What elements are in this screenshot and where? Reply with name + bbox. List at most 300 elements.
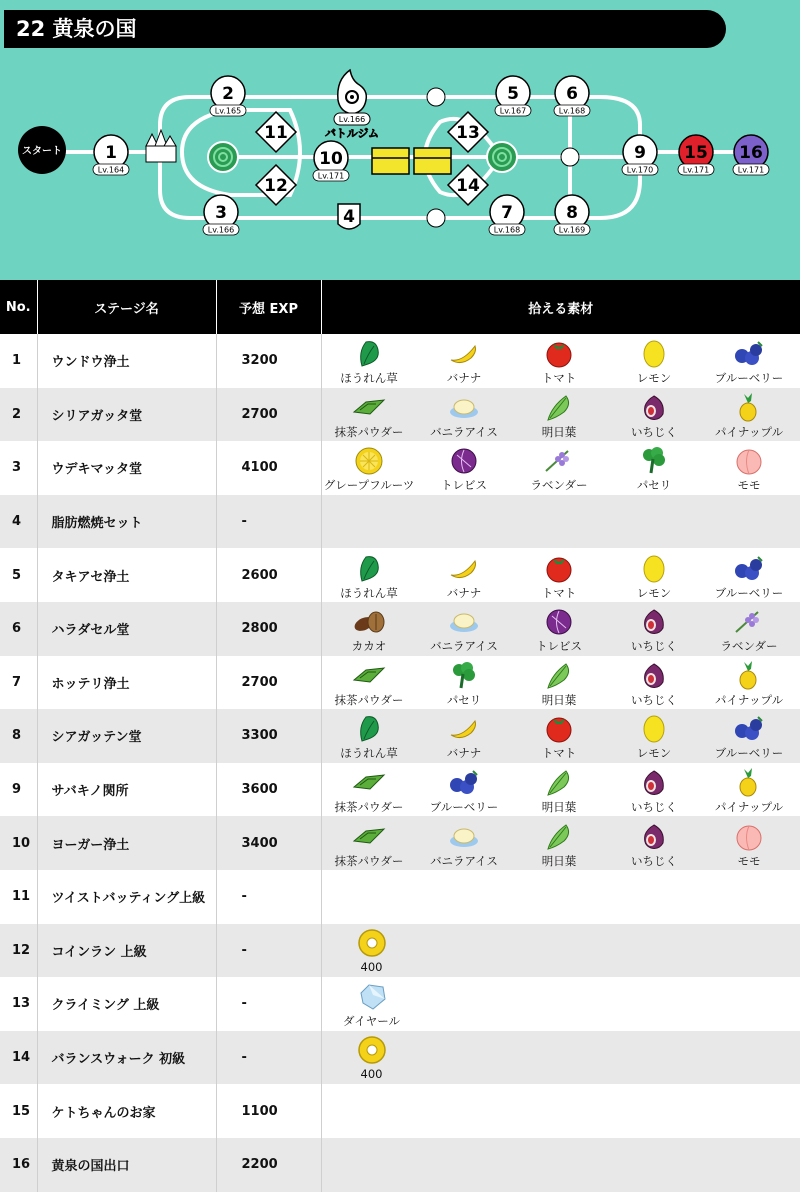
material-item <box>322 817 417 870</box>
stage-number: 6 <box>0 602 37 656</box>
material-label: レモン <box>636 585 672 600</box>
blueberry-icon <box>447 766 481 798</box>
matcha-icon <box>352 391 386 423</box>
table-row[interactable] <box>0 816 800 870</box>
tomato-icon <box>542 337 576 369</box>
material-item <box>512 388 607 441</box>
map-node-15[interactable] <box>678 135 714 175</box>
material-item <box>702 441 797 494</box>
map-node-9[interactable] <box>622 135 658 175</box>
map-node-number: 16 <box>739 143 763 163</box>
materials-list <box>322 549 800 602</box>
stage-name: ウンドウ浄土 <box>37 334 216 388</box>
map-node-number: 6 <box>566 84 578 104</box>
material-item <box>702 602 797 655</box>
material-item <box>607 763 702 816</box>
stage-name: ツイストバッティング上級 <box>37 870 216 924</box>
map-node-7[interactable] <box>489 195 525 235</box>
diamond-icon <box>355 980 389 1012</box>
battle-gym-label: バトルジム <box>324 127 380 140</box>
material-label: パセリ <box>636 478 672 493</box>
stage-name: ハラダセル堂 <box>37 602 216 656</box>
material-item <box>417 549 512 602</box>
stage-number: 7 <box>0 656 37 710</box>
fig-icon <box>637 659 671 691</box>
map-node-number: 15 <box>684 143 708 163</box>
table-row[interactable] <box>0 1031 800 1085</box>
stage-number: 16 <box>0 1138 37 1192</box>
material-label: 抹茶パウダー <box>334 800 404 815</box>
material-label: ブルーベリー <box>714 371 784 386</box>
map-node-11[interactable] <box>256 112 296 152</box>
material-item <box>417 334 512 387</box>
material-label: 抹茶パウダー <box>334 692 404 707</box>
banana-icon <box>447 337 481 369</box>
material-item <box>322 977 422 1030</box>
material-item <box>322 549 417 602</box>
table-header-row <box>0 280 800 334</box>
ashitaba-icon <box>542 820 576 852</box>
materials-list <box>322 977 800 1030</box>
peach-icon <box>732 820 766 852</box>
material-item <box>322 924 422 977</box>
fig-icon <box>637 820 671 852</box>
material-item <box>417 709 512 762</box>
matcha-icon <box>352 820 386 852</box>
material-item <box>417 602 512 655</box>
treviso-icon <box>447 444 481 476</box>
pineapple-icon <box>732 391 766 423</box>
material-item <box>322 656 417 709</box>
stage-name: ヨーガー浄土 <box>37 816 216 870</box>
material-item <box>702 334 797 387</box>
map-node-14[interactable] <box>448 165 488 205</box>
table-row[interactable] <box>0 977 800 1031</box>
table-row[interactable] <box>0 388 800 442</box>
map-node-number: 9 <box>634 143 646 163</box>
stage-exp: 2800 <box>216 602 321 656</box>
materials-cell <box>321 334 800 388</box>
lemon-icon <box>637 712 671 744</box>
material-label: グレープフルーツ <box>323 478 415 493</box>
peach-icon <box>732 444 766 476</box>
table-row[interactable] <box>0 1084 800 1138</box>
map-node-level: Lv.170 <box>626 165 654 175</box>
material-item <box>607 441 702 494</box>
materials-cell <box>321 656 800 710</box>
map-node-8[interactable] <box>554 195 590 235</box>
material-item <box>607 334 702 387</box>
material-item <box>607 709 702 762</box>
battle-gym-node[interactable] <box>325 70 379 140</box>
material-label: パイナップル <box>714 692 784 707</box>
material-label: ブルーベリー <box>714 585 784 600</box>
map-node-number: 2 <box>222 84 234 104</box>
materials-cell <box>321 924 800 978</box>
coin-icon <box>355 1034 389 1066</box>
header-materials: 拾える素材 <box>321 280 800 334</box>
map-node-level: Lv.171 <box>682 165 710 175</box>
map-node-level: Lv.167 <box>499 106 527 116</box>
materials-list <box>322 817 800 870</box>
material-item <box>322 441 417 494</box>
material-item <box>607 549 702 602</box>
materials-cell <box>321 602 800 656</box>
map-node-level: Lv.164 <box>97 165 125 175</box>
map-node-number: 14 <box>456 176 480 196</box>
table-row[interactable] <box>0 656 800 710</box>
map-node-level: Lv.165 <box>214 106 242 116</box>
stage-exp: 3600 <box>216 763 321 817</box>
waypoint-dot <box>561 148 579 166</box>
table-row[interactable] <box>0 548 800 602</box>
stage-exp: 3200 <box>216 334 321 388</box>
spinach-icon <box>352 712 386 744</box>
materials-list <box>322 441 800 494</box>
material-label: バナナ <box>446 585 482 600</box>
materials-list <box>322 870 800 923</box>
parsley-icon <box>447 659 481 691</box>
materials-cell <box>321 763 800 817</box>
material-item <box>512 441 607 494</box>
material-item <box>322 763 417 816</box>
material-label: モモ <box>737 853 761 868</box>
material-item <box>322 602 417 655</box>
material-item <box>702 709 797 762</box>
stage-name: シリアガッタ堂 <box>37 388 216 442</box>
map-node-12[interactable] <box>256 165 296 205</box>
materials-list <box>322 656 800 709</box>
table-row[interactable] <box>0 1138 800 1192</box>
materials-cell <box>321 1031 800 1085</box>
table-row[interactable] <box>0 924 800 978</box>
material-item <box>417 656 512 709</box>
stage-name: バランスウォーク 初級 <box>37 1031 216 1085</box>
material-label: ブルーベリー <box>714 746 784 761</box>
stage-number: 14 <box>0 1031 37 1085</box>
material-item <box>607 656 702 709</box>
material-item <box>322 1031 422 1084</box>
materials-list <box>322 388 800 441</box>
material-item <box>702 817 797 870</box>
fig-icon <box>637 605 671 637</box>
stage-exp: - <box>216 924 321 978</box>
materials-list <box>322 495 800 548</box>
stage-number: 4 <box>0 495 37 549</box>
stage-exp: - <box>216 977 321 1031</box>
map-node-level: Lv.169 <box>558 225 586 235</box>
material-item <box>322 709 417 762</box>
materials-cell <box>321 1084 800 1138</box>
lemon-icon <box>637 552 671 584</box>
map-node-4[interactable] <box>338 204 360 229</box>
material-item <box>417 441 512 494</box>
stage-exp: - <box>216 495 321 549</box>
map-node-3[interactable] <box>203 195 239 235</box>
header-exp: 予想 EXP <box>216 280 321 334</box>
stage-number: 1 <box>0 334 37 388</box>
stage-exp: 1100 <box>216 1084 321 1138</box>
stage-exp: 2700 <box>216 388 321 442</box>
castle-icon <box>146 130 176 162</box>
material-label: ダイヤール <box>342 1014 401 1029</box>
map-node-number: 8 <box>566 203 578 223</box>
stage-table <box>0 280 800 1192</box>
material-label: バナナ <box>446 746 482 761</box>
material-label: トマト <box>541 371 577 386</box>
material-item <box>607 388 702 441</box>
stage-name: タキアセ浄土 <box>37 548 216 602</box>
table-row[interactable] <box>0 763 800 817</box>
stage-name: 脂肪燃焼セット <box>37 495 216 549</box>
stage-name: コインラン 上級 <box>37 924 216 978</box>
stage-number: 13 <box>0 977 37 1031</box>
material-item <box>417 388 512 441</box>
material-item <box>607 602 702 655</box>
material-label: トマト <box>541 585 577 600</box>
ashitaba-icon <box>542 391 576 423</box>
material-label: バニラアイス <box>430 853 498 868</box>
lemon-icon <box>637 337 671 369</box>
stage-name: ケトちゃんのお家 <box>37 1084 216 1138</box>
waypoint-dot <box>427 209 445 227</box>
pineapple-icon <box>732 766 766 798</box>
table-row[interactable] <box>0 441 800 495</box>
table-row[interactable] <box>0 334 800 388</box>
materials-list <box>322 1031 800 1084</box>
fig-icon <box>637 766 671 798</box>
materials-cell <box>321 709 800 763</box>
material-item <box>417 817 512 870</box>
stage-exp: 2200 <box>216 1138 321 1192</box>
tomato-icon <box>542 712 576 744</box>
blueberry-icon <box>732 337 766 369</box>
map-node-5[interactable] <box>495 76 531 116</box>
tomato-icon <box>542 552 576 584</box>
material-item <box>322 388 417 441</box>
grapefruit-icon <box>352 444 386 476</box>
stage-exp: - <box>216 870 321 924</box>
page-title: 22 黄泉の国 <box>4 10 726 48</box>
materials-cell <box>321 495 800 549</box>
stage-name: ウデキマッタ堂 <box>37 441 216 495</box>
treasure-chest-icon[interactable] <box>372 148 409 174</box>
material-item <box>322 334 417 387</box>
treasure-chest-icon[interactable] <box>414 148 451 174</box>
coin-icon <box>355 927 389 959</box>
material-label: いちじく <box>631 424 677 439</box>
stage-exp: 3400 <box>216 816 321 870</box>
material-label: 抹茶パウダー <box>334 853 404 868</box>
stage-exp: 4100 <box>216 441 321 495</box>
material-label: ほうれん草 <box>340 585 398 600</box>
world-map <box>0 0 800 280</box>
header-no: No. <box>0 280 37 334</box>
material-label: ブルーベリー <box>429 800 499 815</box>
materials-list <box>322 602 800 655</box>
material-label: カカオ <box>351 639 387 654</box>
stage-number: 8 <box>0 709 37 763</box>
materials-list <box>322 334 800 387</box>
ashitaba-icon <box>542 659 576 691</box>
material-label: バニラアイス <box>430 639 498 654</box>
map-node-1[interactable] <box>93 135 129 175</box>
stage-number: 12 <box>0 924 37 978</box>
material-label: 明日葉 <box>541 853 577 868</box>
material-label: トレビス <box>536 639 582 654</box>
material-label: トレビス <box>441 478 487 493</box>
material-label: いちじく <box>631 853 677 868</box>
lavender-icon <box>542 444 576 476</box>
fig-icon <box>637 391 671 423</box>
spinach-icon <box>352 552 386 584</box>
material-label: ラベンダー <box>720 639 778 654</box>
materials-cell <box>321 388 800 442</box>
cacao-icon <box>352 605 386 637</box>
material-label: バナナ <box>446 371 482 386</box>
table-row[interactable] <box>0 602 800 656</box>
materials-cell <box>321 548 800 602</box>
material-label: パイナップル <box>714 800 784 815</box>
materials-cell <box>321 870 800 924</box>
stage-exp: 3300 <box>216 709 321 763</box>
header-stage: ステージ名 <box>37 280 216 334</box>
matcha-icon <box>352 766 386 798</box>
table-body <box>0 334 800 1192</box>
parsley-icon <box>637 444 671 476</box>
stage-exp: 2700 <box>216 656 321 710</box>
blueberry-icon <box>732 712 766 744</box>
material-item <box>702 763 797 816</box>
stage-number: 10 <box>0 816 37 870</box>
map-node-2[interactable] <box>210 76 246 116</box>
map-node-number: 10 <box>319 149 343 169</box>
materials-cell <box>321 977 800 1031</box>
start-node[interactable] <box>18 126 66 174</box>
map-node-number: 5 <box>507 84 519 104</box>
map-node-number: 4 <box>343 207 355 227</box>
lavender-icon <box>732 605 766 637</box>
material-label: パセリ <box>446 692 482 707</box>
materials-list <box>322 763 800 816</box>
material-item <box>702 656 797 709</box>
table-row[interactable] <box>0 709 800 763</box>
material-item <box>417 763 512 816</box>
materials-list <box>322 1085 800 1138</box>
treviso-icon <box>542 605 576 637</box>
material-label: 明日葉 <box>541 692 577 707</box>
material-item <box>512 656 607 709</box>
stage-name: サバキノ関所 <box>37 763 216 817</box>
material-item <box>607 817 702 870</box>
stage-name: 黄泉の国出口 <box>37 1138 216 1192</box>
ashitaba-icon <box>542 766 576 798</box>
stage-number: 9 <box>0 763 37 817</box>
stage-number: 5 <box>0 548 37 602</box>
material-label: 400 <box>360 959 383 974</box>
material-item <box>512 334 607 387</box>
stage-exp: 2600 <box>216 548 321 602</box>
map-node-level: Lv.168 <box>493 225 521 235</box>
material-label: ほうれん草 <box>340 371 398 386</box>
materials-cell <box>321 441 800 495</box>
material-label: ラベンダー <box>530 478 588 493</box>
material-label: レモン <box>636 746 672 761</box>
map-node-level: Lv.171 <box>317 171 345 181</box>
materials-list <box>322 924 800 977</box>
material-item <box>512 602 607 655</box>
material-label: モモ <box>737 478 761 493</box>
material-label: いちじく <box>631 692 677 707</box>
spinach-icon <box>352 337 386 369</box>
material-item <box>702 549 797 602</box>
table-row[interactable] <box>0 870 800 924</box>
material-item <box>512 817 607 870</box>
banana-icon <box>447 712 481 744</box>
map-node-level: Lv.171 <box>737 165 765 175</box>
banana-icon <box>447 552 481 584</box>
pineapple-icon <box>732 659 766 691</box>
map-node-number: 7 <box>501 203 513 223</box>
map-node-10[interactable] <box>313 141 349 181</box>
material-label: バニラアイス <box>430 424 498 439</box>
stage-number: 3 <box>0 441 37 495</box>
map-node-6[interactable] <box>554 76 590 116</box>
map-node-number: 11 <box>264 123 288 143</box>
waypoint-dot <box>427 88 445 106</box>
map-node-level: Lv.168 <box>558 106 586 116</box>
stage-number: 11 <box>0 870 37 924</box>
materials-list <box>322 1138 800 1191</box>
material-label: いちじく <box>631 800 677 815</box>
material-item <box>512 763 607 816</box>
stage-number: 15 <box>0 1084 37 1138</box>
vanilla-icecream-icon <box>447 605 481 637</box>
materials-list <box>322 709 800 762</box>
map-node-16[interactable] <box>733 135 769 175</box>
map-node-number: 1 <box>105 143 117 163</box>
material-label: パイナップル <box>714 424 784 439</box>
warp-swirl-icon <box>208 142 238 172</box>
stage-number: 2 <box>0 388 37 442</box>
material-label: いちじく <box>631 639 677 654</box>
material-label: 400 <box>360 1067 383 1082</box>
map-node-level: Lv.166 <box>207 225 235 235</box>
warp-swirl-icon <box>487 142 517 172</box>
vanilla-icecream-icon <box>447 391 481 423</box>
material-item <box>702 388 797 441</box>
blueberry-icon <box>732 552 766 584</box>
material-label: レモン <box>636 371 672 386</box>
material-item <box>512 709 607 762</box>
stage-exp: - <box>216 1031 321 1085</box>
table-row[interactable] <box>0 495 800 549</box>
stage-name: シアガッテン堂 <box>37 709 216 763</box>
stage-name: クライミング 上級 <box>37 977 216 1031</box>
material-label: ほうれん草 <box>340 746 398 761</box>
vanilla-icecream-icon <box>447 820 481 852</box>
map-node-number: 12 <box>264 176 288 196</box>
materials-cell <box>321 816 800 870</box>
material-label: 明日葉 <box>541 800 577 815</box>
material-label: トマト <box>541 746 577 761</box>
material-label: 明日葉 <box>541 424 577 439</box>
stage-name: ホッテリ浄土 <box>37 656 216 710</box>
start-label: スタート <box>22 146 62 157</box>
gym-level-label: Lv.166 <box>338 115 366 124</box>
map-node-number: 13 <box>456 123 480 143</box>
material-label: 抹茶パウダー <box>334 424 404 439</box>
